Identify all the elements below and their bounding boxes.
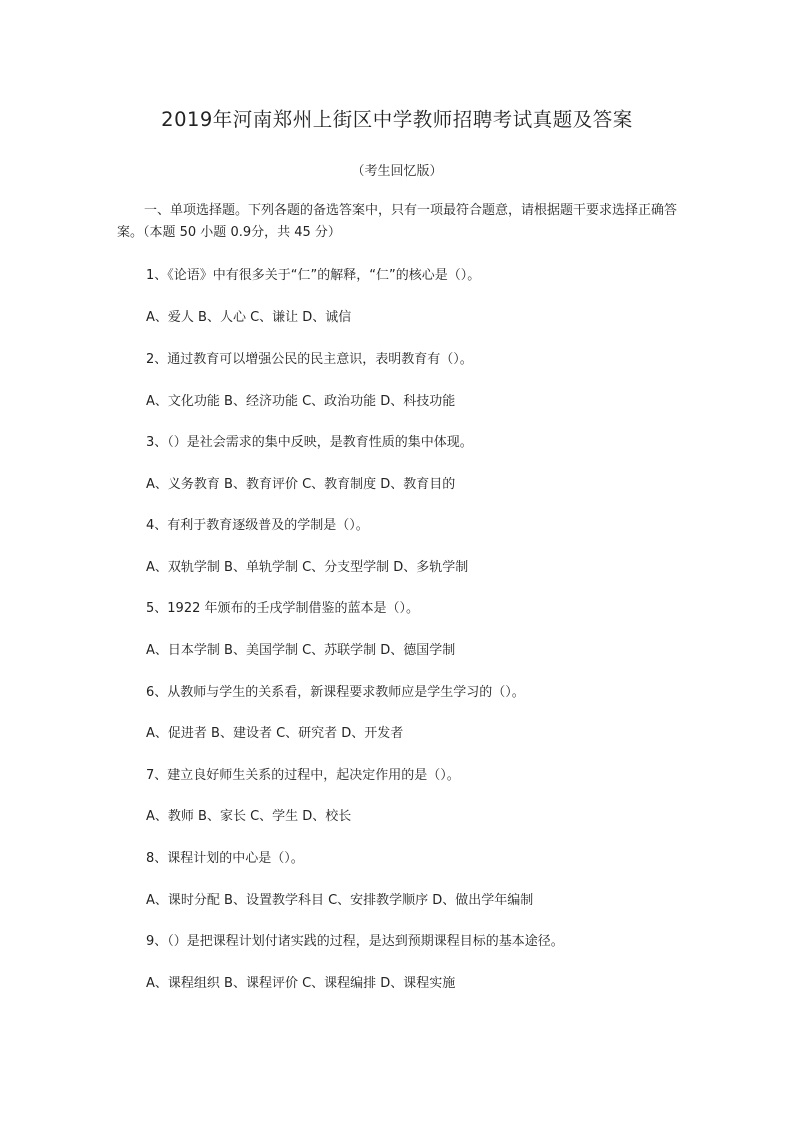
question-options: A、教师 B、家长 C、学生 D、校长 [146,809,352,824]
question-options: A、义务教育 B、教育评价 C、教育制度 D、教育目的 [146,477,456,492]
question-stem: 7、建立良好师生关系的过程中，起决定作用的是（）。 [146,768,460,783]
document-title: 2019年河南郑州上街区中学教师招聘考试真题及答案 [161,108,633,131]
section-intro: 一、单项选择题。下列各题的备选答案中，只有一项最符合题意，请根据题干要求选择正确答案。（本题 50 小题 0.9分，共 45 分） [117,203,678,240]
document-subtitle: （考生回忆版） [351,164,443,179]
question-options: A、课时分配 B、设置教学科目 C、安排教学顺序 D、做出学年编制 [146,893,534,908]
question-options: A、爱人 B、人心 C、谦让 D、诚信 [146,310,352,325]
question-stem: 8、课程计划的中心是（）。 [146,851,304,866]
question-options: A、课程组织 B、课程评价 C、课程编排 D、课程实施 [146,976,456,991]
question-options: A、促进者 B、建设者 C、研究者 D、开发者 [146,726,404,741]
question-stem: 1、《论语》中有很多关于“仁”的解释，“仁”的核心是（）。 [146,268,481,283]
question-stem: 2、通过教育可以增强公民的民主意识，表明教育有（）。 [146,352,473,367]
question-options: A、双轨学制 B、单轨学制 C、分支型学制 D、多轨学制 [146,560,469,575]
question-stem: 6、从教师与学生的关系看，新课程要求教师应是学生学习的（）。 [146,685,525,700]
question-stem: 9、（）是把课程计划付诸实践的过程，是达到预期课程目标的基本途径。 [146,934,564,949]
question-stem: 4、有利于教育逐级普及的学制是（）。 [146,518,369,533]
question-options: A、文化功能 B、经济功能 C、政治功能 D、科技功能 [146,394,456,409]
question-options: A、日本学制 B、美国学制 C、苏联学制 D、德国学制 [146,643,456,658]
question-stem: 3、（）是社会需求的集中反映，是教育性质的集中体现。 [146,435,473,450]
question-stem: 5、1922 年颁布的壬戌学制借鉴的蓝本是（）。 [146,601,419,616]
